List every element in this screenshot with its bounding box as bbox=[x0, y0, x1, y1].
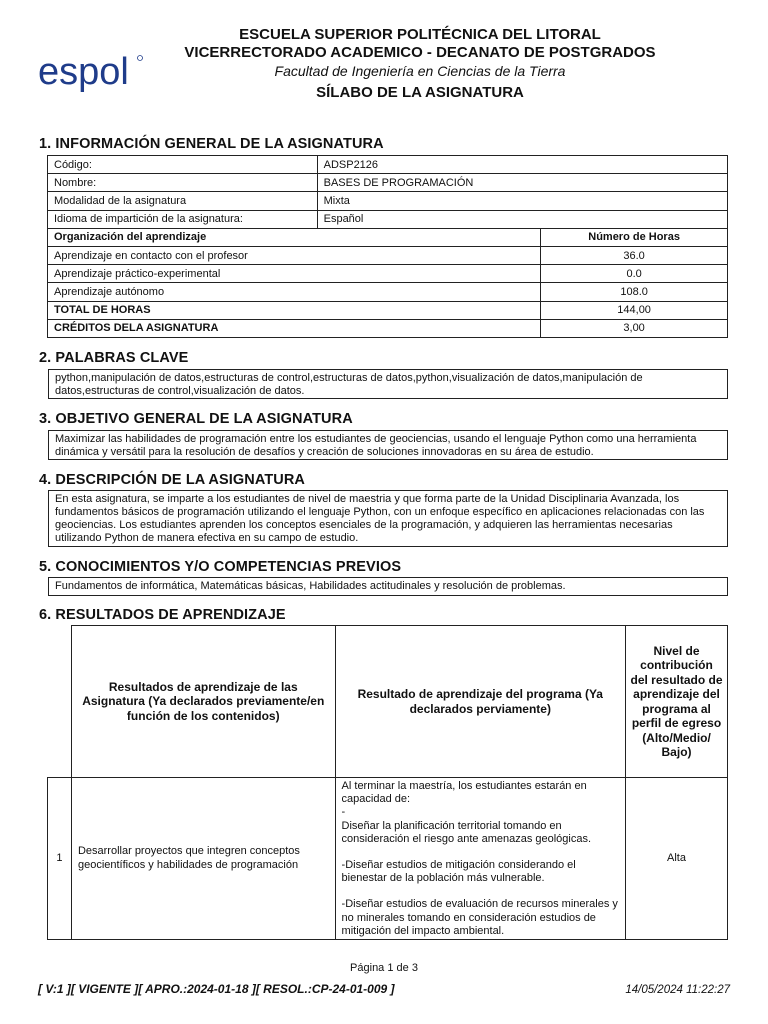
table-row bbox=[48, 156, 728, 174]
table-row bbox=[48, 778, 728, 940]
hours-label: Aprendizaje en contacto con el profesor bbox=[48, 246, 541, 264]
hours-value: 36.0 bbox=[541, 246, 728, 264]
hours-header-value: Número de Horas bbox=[541, 228, 728, 246]
info-value: Español bbox=[317, 210, 727, 228]
table-row bbox=[48, 246, 728, 264]
info-value: Mixta bbox=[317, 192, 727, 210]
credits-label: CRÉDITOS DELA ASIGNATURA bbox=[48, 319, 541, 337]
objective-box: Maximizar las habilidades de programación entre los estudiantes de geociencias, usando el lenguaje Python como una herramienta dinámica y versátil para la resolución de desafíos y creación de soluciones innovadoras en su área de estudio. bbox=[48, 430, 728, 460]
info-label: Idioma de impartición de la asignatura: bbox=[48, 210, 318, 228]
nivel-value: Alta bbox=[626, 778, 728, 940]
table-row bbox=[48, 228, 728, 246]
header-titles bbox=[170, 26, 670, 104]
programa-line: -Diseñar estudios de evaluación de recursos minerales y no minerales tomando en consideración estudios de mitigación del impacto ambiental. bbox=[341, 898, 618, 937]
hours-label: Aprendizaje autónomo bbox=[48, 283, 541, 301]
info-label: Código: bbox=[48, 156, 318, 174]
info-label: Nombre: bbox=[48, 174, 318, 192]
programa-line-spacer bbox=[342, 885, 619, 898]
print-timestamp: 14/05/2024 11:22:27 bbox=[625, 984, 730, 996]
document-status: [ V:1 ][ VIGENTE ][ APRO.:2024-01-18 ][ RESOL.:CP-24-01-009 ] bbox=[38, 982, 395, 996]
info-label: Modalidad de la asignatura bbox=[48, 192, 318, 210]
section1-title: 1. INFORMACIÓN GENERAL DE LA ASIGNATURA bbox=[39, 136, 384, 152]
document-title: SÍLABO DE LA ASIGNATURA bbox=[316, 84, 524, 101]
espol-logo bbox=[38, 50, 148, 94]
section5-title: 5. CONOCIMIENTOS Y/O COMPETENCIAS PREVIOS bbox=[39, 559, 402, 575]
section6-title: 6. RESULTADOS DE APRENDIZAJE bbox=[39, 607, 286, 623]
table-row bbox=[48, 319, 728, 337]
section3-title: 3. OBJETIVO GENERAL DE LA ASIGNATURA bbox=[39, 411, 353, 427]
page-number: Página 1 de 3 bbox=[350, 962, 418, 974]
hours-header-label: Organización del aprendizaje bbox=[48, 228, 541, 246]
asignatura-outcome: Desarrollar proyectos que integren conceptos geocientíficos y habilidades de programación bbox=[71, 778, 335, 940]
row-number: 1 bbox=[48, 778, 72, 940]
espol-logo-text: espol bbox=[38, 51, 129, 93]
programa-line: Diseñar la planificación territorial tomando en consideración el riesgo ante amenazas geológicas. bbox=[341, 819, 592, 845]
col-header-nivel: Nivel de contribución del resultado de aprendizaje del programa al perfil de egreso (Alto/Medio/ Bajo) bbox=[626, 626, 728, 778]
section4-title: 4. DESCRIPCIÓN DE LA ASIGNATURA bbox=[39, 472, 305, 488]
col-header-asignatura: Resultados de aprendizaje de las Asignatura (Ya declarados previamente/en función de los contenidos) bbox=[71, 626, 335, 778]
hours-value: 0.0 bbox=[541, 265, 728, 283]
table-row bbox=[48, 283, 728, 301]
hours-value: 108.0 bbox=[541, 283, 728, 301]
programa-line: -Diseñar estudios de mitigación considerando el bienestar de la población más vulnerable. bbox=[341, 859, 576, 885]
table-row bbox=[48, 174, 728, 192]
keywords-box: python,manipulación de datos,estructuras de control,estructuras de datos,python,visualización de datos,manipulación de datos,estructuras de control,visualización de datos. bbox=[48, 369, 728, 399]
prerequisites-box: Fundamentos de informática, Matemáticas básicas, Habilidades actitudinales y resolución de problemas. bbox=[48, 577, 728, 596]
table-row bbox=[48, 192, 728, 210]
col-header-programa: Resultado de aprendizaje del programa (Ya declarados perviamente) bbox=[335, 626, 625, 778]
info-value: ADSP2126 bbox=[317, 156, 727, 174]
table-row bbox=[48, 210, 728, 228]
hours-label: Aprendizaje práctico-experimental bbox=[48, 265, 541, 283]
document-header bbox=[0, 22, 768, 112]
empty-header-cell bbox=[48, 626, 72, 778]
programa-line: Al terminar la maestría, los estudiantes estarán en capacidad de: bbox=[341, 780, 587, 806]
faculty-name: Facultad de Ingeniería en Ciencias de la Tierra bbox=[274, 63, 566, 79]
table-header-row bbox=[48, 626, 728, 778]
institution-name: ESCUELA SUPERIOR POLITÉCNICA DEL LITORAL bbox=[239, 26, 601, 43]
programa-outcome bbox=[335, 778, 625, 940]
department-name: VICERRECTORADO ACADEMICO - DECANATO DE POSTGRADOS bbox=[184, 44, 656, 61]
programa-line-spacer bbox=[342, 846, 619, 859]
info-value: BASES DE PROGRAMACIÓN bbox=[317, 174, 727, 192]
total-hours-value: 144,00 bbox=[541, 301, 728, 319]
description-box: En esta asignatura, se imparte a los estudiantes de nivel de maestria y que forma parte de la Unidad Disciplinaria Avanzada, los fundamentos básicos de programación utilizando el lenguaje Python, con un enfoque específico en aplicaciones relacionadas con las geociencias. Los estudiantes aprenden los conceptos esenciales de la programación, y adquieren las herramientas necesarias utilizando Python de manera efectiva en su campo de estudio. bbox=[48, 490, 728, 547]
section2-title: 2. PALABRAS CLAVE bbox=[39, 350, 189, 366]
general-info-table bbox=[47, 155, 728, 338]
learning-outcomes-table bbox=[47, 625, 728, 940]
table-row bbox=[48, 265, 728, 283]
credits-value: 3,00 bbox=[541, 319, 728, 337]
total-hours-label: TOTAL DE HORAS bbox=[48, 301, 541, 319]
table-row bbox=[48, 301, 728, 319]
programa-line: - bbox=[341, 806, 346, 819]
